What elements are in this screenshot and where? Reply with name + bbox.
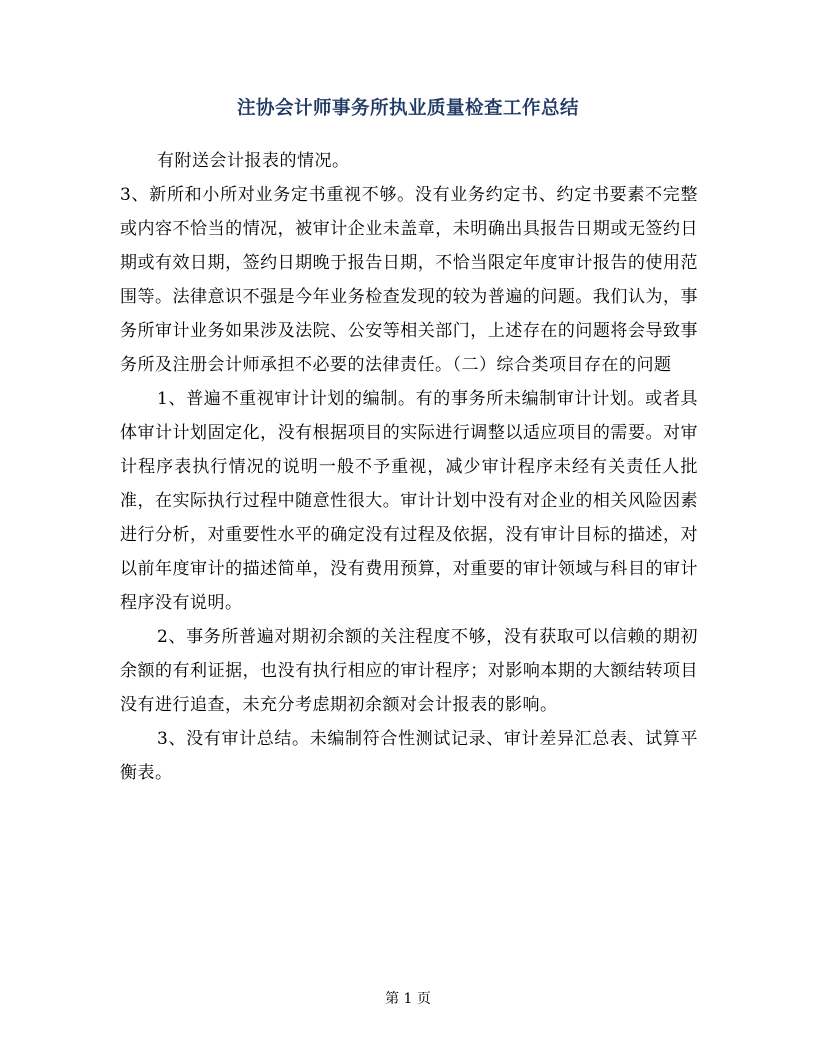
paragraph-item-3-contract: 3、新所和小所对业务定书重视不够。没有业务约定书、约定书要素不完整或内容不恰当的情况，被审计企业未盖章，未明确出具报告日期或无签约日期或有效日期，签约日期晚于报告日期，不恰当限定年度审计报告的使用范围等。法律意识不强是今年业务检查发现的较为普遍的问题。我们认为，事务所审计业务如果涉及法院、公安等相关部门，上述存在的问题将会导致事务所及注册会计师承担不必要的法律责任。（二）综合类项目存在的问题 (120, 185, 698, 375)
document-body (120, 144, 698, 790)
page-number: 第 1 页 (385, 991, 431, 1007)
paragraph-item-1-audit-plan: 1、普遍不重视审计计划的编制。有的事务所未编制审计计划。或者具体审计计划固定化，没有根据项目的实际进行调整以适应项目的需要。对审计程序表执行情况的说明一般不予重视，减少审计程序未经有关责任人批准，在实际执行过程中随意性很大。审计计划中没有对企业的相关风险因素进行分析，对重要性水平的确定没有过程及依据，没有审计目标的描述，对以前年度审计的描述简单，没有费用预算，对重要的审计领域与科目的审计程序没有说明。 (120, 389, 698, 613)
paragraph-continuation: 有附送会计报表的情况。 (157, 151, 350, 171)
paragraph-item-2-opening-balance: 2、事务所普遍对期初余额的关注程度不够，没有获取可以信赖的期初余额的有利证据，也没有执行相应的审计程序；对影响本期的大额结转项目没有进行追查，未充分考虑期初余额对会计报表的影响。 (120, 627, 698, 715)
paragraph-item-3-audit-summary: 3、没有审计总结。未编制符合性测试记录、审计差异汇总表、试算平衡表。 (120, 729, 698, 783)
document-title: 注协会计师事务所执业质量检查工作总结 (236, 98, 579, 119)
